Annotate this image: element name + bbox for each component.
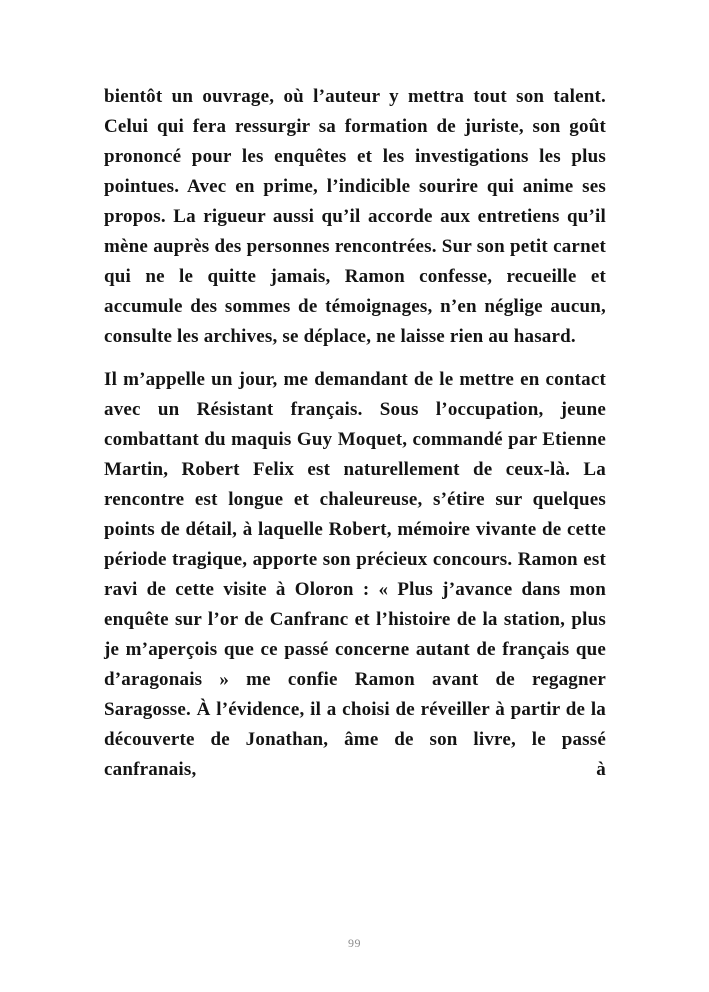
page-number: 99	[348, 936, 361, 950]
page-body-text	[104, 82, 606, 798]
paragraph-2: Il m’appelle un jour, me demandant de le mettre en contact avec un Résistant français. Sous l’occupation, jeune combattant du maquis Guy Moquet, commandé par Etienne Martin, Robert Felix est naturellement de ceux-là. La rencontre est longue et chaleureuse, s’étire sur quelques points de détail, à laquelle Robert, mémoire vivante de cette période tragique, apporte son précieux concours. Ramon est ravi de cette visite à Oloron : « Plus j’avance dans mon enquête sur l’or de Canfranc et l’histoire de la station, plus je m’aperçois que ce passé concerne autant de français que d’aragonais » me confie Ramon avant de regagner Saragosse. À l’évidence, il a choisi de réveiller à partir de la découverte de Jonathan, âme de son livre, le passé canfranais, à	[104, 369, 606, 780]
paragraph-1: bientôt un ouvrage, où l’auteur y mettra tout son talent. Celui qui fera ressurgir sa formation de juriste, son goût prononcé pour les enquêtes et les investigations les plus pointues. Avec en prime, l’indicible sourire qui anime ses propos. La rigueur aussi qu’il accorde aux entretiens qu’il mène auprès des personnes rencontrées. Sur son petit carnet qui ne le quitte jamais, Ramon confesse, recueille et accumule des sommes de témoignages, n’en néglige aucun, consulte les archives, se déplace, ne laisse rien au hasard.	[104, 86, 606, 347]
